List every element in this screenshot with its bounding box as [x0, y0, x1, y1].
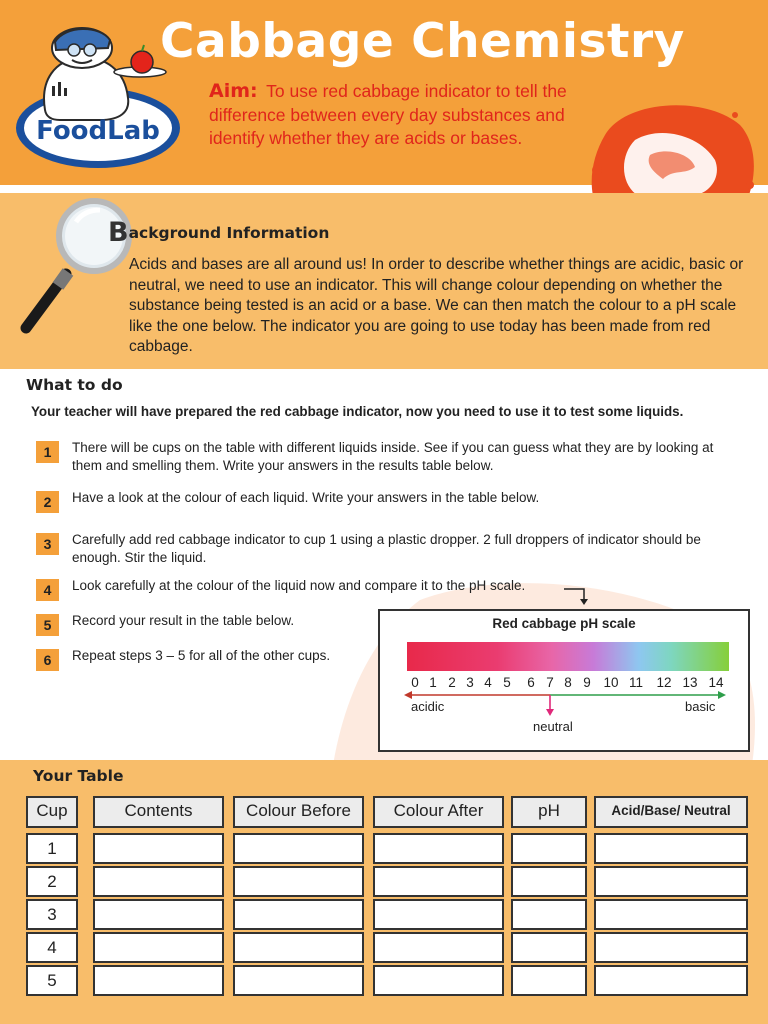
colour-after-input-cell[interactable] — [373, 866, 504, 897]
what-to-do-heading: What to do — [26, 376, 123, 394]
colour-after-input-cell[interactable] — [373, 932, 504, 963]
ph-tick: 11 — [628, 675, 644, 690]
acidic-label: acidic — [411, 699, 445, 714]
step-text: Look carefully at the colour of the liquid now and compare it to the pH scale. — [72, 578, 526, 593]
column-header-colour-after: Colour After — [373, 796, 504, 828]
acid-base-neutral-input-cell[interactable] — [594, 965, 748, 996]
aim-label: Aim: — [209, 80, 258, 102]
cup-number-cell: 1 — [26, 833, 78, 864]
ph-scale-box — [378, 609, 750, 752]
ph-tick: 14 — [708, 675, 724, 690]
ph-tick: 1 — [429, 675, 437, 690]
step-number: 5 — [36, 614, 59, 636]
your-table-heading: Your Table — [33, 767, 124, 785]
ph-tick: 3 — [466, 675, 474, 690]
colour-before-input-cell[interactable] — [233, 965, 364, 996]
aim-block — [209, 80, 609, 151]
colour-before-input-cell[interactable] — [233, 833, 364, 864]
step-number: 1 — [36, 441, 59, 463]
acid-base-neutral-input-cell[interactable] — [594, 866, 748, 897]
step-text: Record your result in the table below. — [72, 613, 295, 628]
background-heading-rest: ackground Information — [128, 224, 330, 242]
what-to-do-intro: Your teacher will have prepared the red cabbage indicator, now you need to use it to test some liquids. — [31, 404, 684, 419]
colour-after-input-cell[interactable] — [373, 899, 504, 930]
ph-tick: 4 — [484, 675, 492, 690]
column-header-acid-base-neutral: Acid/Base/ Neutral — [594, 796, 748, 828]
column-header-contents: Contents — [93, 796, 224, 828]
contents-input-cell[interactable] — [93, 833, 224, 864]
pointer-arrow-icon — [562, 585, 592, 607]
step-text: There will be cups on the table with different liquids inside. See if you can guess what they are by looking at them and smelling them. Write your answers in the results table below. — [72, 440, 714, 473]
colour-after-input-cell[interactable] — [373, 965, 504, 996]
step-text: Have a look at the colour of each liquid. Write your answers in the table below. — [72, 490, 540, 505]
ph-input-cell[interactable] — [511, 965, 587, 996]
column-header-ph: pH — [511, 796, 587, 828]
step-number: 2 — [36, 491, 59, 513]
background-heading — [108, 217, 329, 248]
contents-input-cell[interactable] — [93, 965, 224, 996]
acid-base-neutral-input-cell[interactable] — [594, 833, 748, 864]
acid-base-neutral-input-cell[interactable] — [594, 932, 748, 963]
ph-tick: 13 — [682, 675, 698, 690]
colour-before-input-cell[interactable] — [233, 899, 364, 930]
colour-after-input-cell[interactable] — [373, 833, 504, 864]
contents-input-cell[interactable] — [93, 866, 224, 897]
ph-tick: 12 — [656, 675, 672, 690]
column-header-colour-before: Colour Before — [233, 796, 364, 828]
ph-tick: 5 — [503, 675, 511, 690]
contents-input-cell[interactable] — [93, 899, 224, 930]
ph-input-cell[interactable] — [511, 866, 587, 897]
ph-scale-title: Red cabbage pH scale — [492, 616, 636, 631]
cup-number-cell: 5 — [26, 965, 78, 996]
background-paragraph: Acids and bases are all around us! In order to describe whether things are acidic, basic or neutral, we need to use an indicator. This will change colour depending on whether the substance being tested is an acid or a base. We can then match the colour to a pH scale like the one below. The indicator you are going to use today has been made from red cabbage. — [129, 256, 744, 356]
cup-number-cell: 4 — [26, 932, 78, 963]
aim-text: To use red cabbage indicator to tell the difference between every day substances and identify whether they are acids or bases. — [209, 81, 567, 148]
neutral-label: neutral — [533, 719, 573, 734]
cup-number-cell: 3 — [26, 899, 78, 930]
step-number: 4 — [36, 579, 59, 601]
ph-tick: 7 — [546, 675, 554, 690]
page-title: Cabbage Chemistry — [160, 14, 685, 69]
logo-text: FoodLab — [36, 116, 160, 146]
column-header-cup: Cup — [26, 796, 78, 828]
ph-tick: 6 — [527, 675, 535, 690]
colour-before-input-cell[interactable] — [233, 932, 364, 963]
acid-base-neutral-input-cell[interactable] — [594, 899, 748, 930]
ph-input-cell[interactable] — [511, 932, 587, 963]
step-number: 3 — [36, 533, 59, 555]
colour-before-input-cell[interactable] — [233, 866, 364, 897]
contents-input-cell[interactable] — [93, 932, 224, 963]
step-number: 6 — [36, 649, 59, 671]
ph-tick: 8 — [564, 675, 572, 690]
cup-number-cell: 2 — [26, 866, 78, 897]
ph-input-cell[interactable] — [511, 833, 587, 864]
step-text: Repeat steps 3 – 5 for all of the other cups. — [72, 648, 331, 663]
step-text: Carefully add red cabbage indicator to cup 1 using a plastic dropper. 2 full droppers of indicator should be enough. Stir the liquid. — [72, 532, 701, 565]
ph-tick: 2 — [448, 675, 456, 690]
ph-color-gradient — [407, 642, 729, 671]
basic-label: basic — [685, 699, 716, 714]
ph-input-cell[interactable] — [511, 899, 587, 930]
ph-tick: 9 — [583, 675, 591, 690]
background-heading-initial: B — [108, 217, 129, 248]
ph-tick: 10 — [603, 675, 619, 690]
ph-tick: 0 — [411, 675, 419, 690]
